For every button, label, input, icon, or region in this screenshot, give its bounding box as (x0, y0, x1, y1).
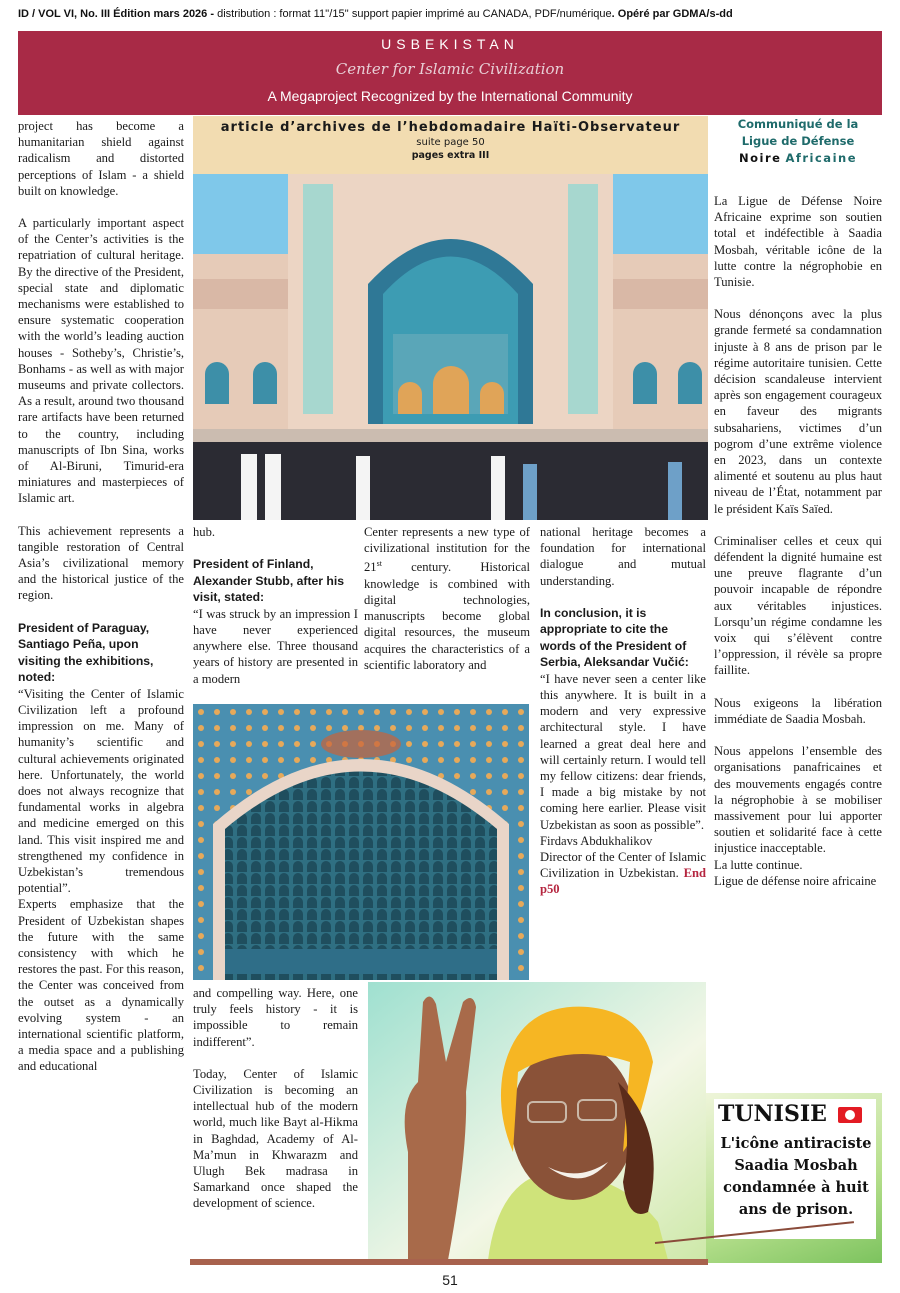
edition-info-line (18, 8, 888, 20)
communique-title-line3 (714, 150, 882, 167)
quote-finland: “I was struck by an impression I have never experienced anywhere else. Three thousand years of history are presented in a modern (193, 606, 358, 686)
paragraph: Nous appelons l’ensemble des organisations panafricaines et des mouvements engagés contre la négrophobie à se mobiliser massivement pour lui apporter soutien et solidarité face à cette injustice inacceptable. (714, 744, 882, 856)
communique-column (714, 116, 882, 889)
article-column-2 (193, 524, 358, 703)
distribution-info: distribution : format 11''/15'' support papier imprimé au CANADA, PDF/numérique (214, 8, 612, 20)
page-banner (18, 31, 882, 115)
quote-serbia: “I have never seen a center like this anywhere. It is built in a modern and very expressive architectural style. I have learned a great deal here and will certainly return. I would tell my fellow citizens: dear friends, I made a big mistake by not coming here earlier. Please visit Uzbekistan as soon as possible”. (540, 671, 706, 832)
muqarnas-arch-illustration (193, 704, 529, 980)
paragraph: La Ligue de Défense Noire Africaine exprime son soutien total et indéfectible à Saadia Mosbah, véritable icône de la lutte contre la négrophobie en Tunisie. (714, 194, 882, 290)
signature-title-text: Director of the Center of Islamic Civilization in Uzbekistan. (540, 850, 706, 881)
quote-heading-finland: President of Finland, Alexander Stubb, after his visit, stated: (193, 557, 345, 605)
communique-signature: Ligue de défense noire africaine (714, 873, 877, 888)
paragraph: Nous exigeons la libération immédiate de Saadia Mosbah. (714, 695, 882, 726)
edition-label: ID / VOL VI, No. III Édition mars 2026 - (18, 8, 215, 20)
end-marker: End p50 (540, 866, 706, 897)
paragraph: project has become a humanitarian shield against radicalism and distorted perceptions of Islam - a shield built on knowledge. (18, 119, 184, 198)
banner-tagline: A Megaproject Recognized by the International Community (267, 88, 633, 104)
paragraph: hub. (193, 525, 216, 539)
tunisie-headline-box (706, 1093, 882, 1263)
paragraph: Criminaliser celles et ceux qui défendent la dignité humaine est une preuve flagrante d’un pouvoir incapable de répondre aux véritables injustices. Lorsqu’un régime condamne les voix qui s’élèvent contre l’oppression, il révèle sa propre faillite. (714, 533, 882, 678)
saadia-mosbah-photo (368, 982, 706, 1260)
quote-finland-continued: and compelling way. Here, one truly feels history - it is impossible to remain indifferent”. (193, 986, 358, 1049)
tunisie-headline-card (714, 1099, 876, 1239)
superscript: st (376, 559, 382, 569)
quote-paraguay: “Visiting the Center of Islamic Civilization left a profound impression on me. Many of humanity’s scientific and cultural achievements originated here. Unfortunately, the world does not always recognize that fundamental works in algebra and medicine emerged on this land. This visit inspired me and strengthened my confidence in Uzbekistan’s tremendous potential”. (18, 686, 184, 896)
tunisia-flag-icon (838, 1107, 862, 1123)
banner-subtitle: Center for Islamic Civilization (335, 60, 565, 78)
text-span: century. Historical knowledge is combined with digital technologies, manuscripts become global digital resources, the museum acquires the characteristics of a scientific laboratory and (364, 560, 530, 672)
communique-title (714, 116, 882, 167)
operator-label: . Opéré par GDMA/s-dd (611, 8, 733, 20)
archive-title: article d’archives de l’hebdomadaire Haïti-Observateur (220, 120, 681, 135)
article-column-3 (364, 524, 530, 689)
extra-pages-label: pages extra III (411, 150, 490, 161)
quote-heading-paraguay: President of Paraguay, Santiago Peña, upon visiting the exhibitions, noted: (18, 620, 154, 685)
paragraph: This achievement represents a tangible restoration of Central Asia’s civilizational memory and the historical justice of the region. (18, 523, 184, 603)
continued-from: suite page 50 (416, 137, 485, 148)
signature-name: Firdavs Abdukhalikov (540, 833, 653, 848)
arch-photo-image (193, 704, 529, 980)
title-word-africaine: Africaine (785, 151, 857, 165)
banner-country: USBEKISTAN (381, 36, 519, 52)
article-column-4 (540, 524, 706, 898)
tunisie-title: TUNISIE (718, 1101, 827, 1127)
quote-heading-serbia: In conclusion, it is appropriate to cite the words of the President of Serbia, Aleksandar Vučić: (540, 605, 689, 670)
communique-title-line2: Ligue de Défense (741, 134, 855, 148)
building-group-illustration (193, 174, 708, 520)
article-column-2-continued (193, 985, 358, 1228)
paragraph: Today, Center of Islamic Civilization is becoming an intellectual hub of the modern world, much like Bayt al-Hikma in Baghdad, Academy of Al-Ma’mun in Khwarazm and Ulugh Bek madrasa in Samarkand once shaped the development of science. (193, 1066, 358, 1211)
paragraph: national heritage becomes a foundation for international dialogue and mutual understanding. (540, 525, 706, 588)
title-word-noire: Noire (739, 151, 782, 165)
text-span: Center represents a new type of civilizational institution for the 21 (364, 525, 530, 575)
paragraph: A particularly important aspect of the Center’s activities is the repatriation of cultural heritage. By the directive of the President, special state and diplomatic mechanisms were established to ensure systematic cooperation with the world’s leading auction houses - Sotheby’s, Christie’s, Bonhams - as well as with major museums and private collectors. As a result, around two thousand rare artifacts have been returned to the country, including manuscripts of Ibn Sina, works of Al-Biruni, Timurid-era miniatures and masterpieces of Islamic art. (18, 216, 184, 506)
paragraph: Nous dénonçons avec la plus grande fermeté sa condamnation injuste à 8 ans de prison par le régime autoritaire tunisien. Cette décision scandaleuse intervient après son engagement courageux en faveur des migrants subsahariens, victimes d’un pogrom d’une extrême violence en 2023, dans un contexte alimenté et soutenu au plus haut niveau de l’État, notamment par le président Kaïs Saïed. (714, 307, 882, 516)
page-number: 51 (442, 1272, 458, 1288)
portrait-illustration (368, 982, 706, 1260)
archive-source-box (193, 116, 708, 174)
article-column-1 (18, 118, 184, 1091)
tunisie-headline: L'icône antiraciste Saadia Mosbah condamnée à huit ans de prison. (720, 1135, 872, 1218)
closing-line: La lutte continue. (714, 857, 803, 872)
signature-title (540, 849, 706, 898)
paragraph: Experts emphasize that the President of Uzbekistan shapes the future with the same consistency with which he restores the past. For this reason, the Center was conceived from the outset as a dynamically evolving system - an international scientific platform, a media space and a publishing and educational (18, 897, 184, 1074)
paragraph-21st-century (364, 524, 530, 673)
bottom-rule (190, 1259, 708, 1265)
group-photo-image (193, 174, 708, 520)
communique-title-line1: Communiqué de la (737, 117, 859, 131)
